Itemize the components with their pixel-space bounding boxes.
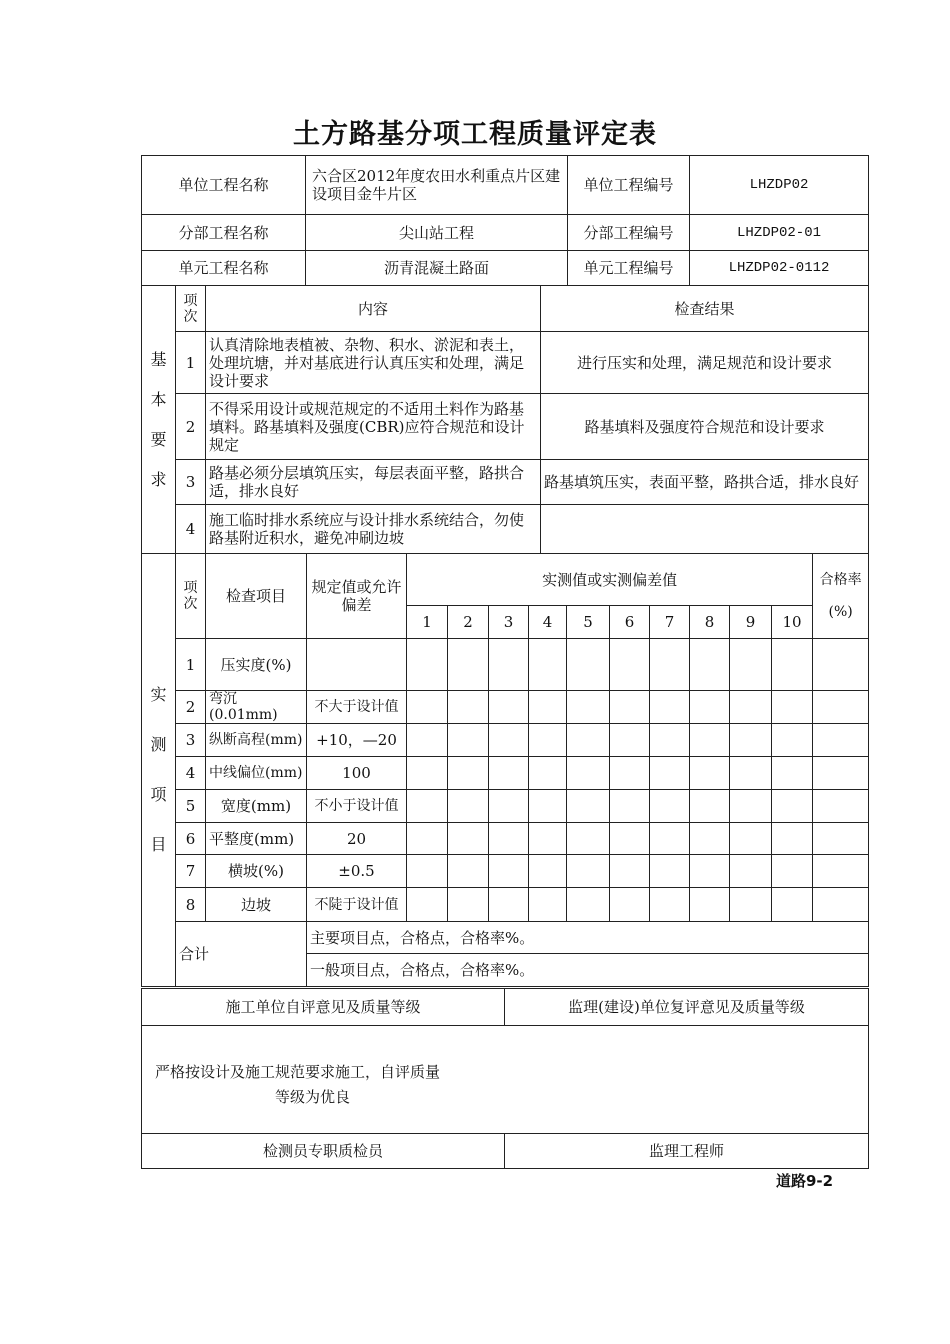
- row-item: 平整度(mm): [206, 823, 307, 855]
- value-col: 10: [772, 606, 813, 639]
- row-spec: 不大于设计值: [307, 691, 407, 724]
- table-row: [142, 757, 869, 790]
- value-col: 9: [730, 606, 772, 639]
- measured-col-item: 检查项目: [206, 554, 307, 639]
- row-result: 进行压实和处理，满足规范和设计要求: [541, 332, 869, 394]
- row-number: 7: [176, 855, 206, 888]
- row-item: 横坡(%): [206, 855, 307, 888]
- measured-col-values: 实测值或实测偏差值: [407, 554, 813, 606]
- contractor-opinion-text: 严格按设计及施工规范要求施工，自评质量 等级为优良: [142, 1026, 869, 1134]
- value-col: 3: [489, 606, 529, 639]
- measured-col-spec: 规定值或允许偏差: [307, 554, 407, 639]
- row-spec: ±0.5: [307, 855, 407, 888]
- opinion-table: [141, 988, 869, 1169]
- table-row: [142, 790, 869, 823]
- table-row: [142, 888, 869, 922]
- row-item: 宽度(mm): [206, 790, 307, 823]
- element-label: 单元工程名称: [142, 251, 306, 286]
- value-col: 8: [690, 606, 730, 639]
- basic-col-result: 检查结果: [541, 286, 869, 332]
- division-label: 分部工程名称: [142, 215, 306, 251]
- unit-code-value: LHZDP02: [690, 156, 869, 215]
- basic-side-label: 基 本 要 求: [142, 286, 176, 554]
- unit-code-label: 单位工程编号: [568, 156, 690, 215]
- row-spec: 100: [307, 757, 407, 790]
- row-number: 8: [176, 888, 206, 922]
- row-number: 3: [176, 460, 206, 505]
- row-number: 6: [176, 823, 206, 855]
- row-content: 施工临时排水系统应与设计排水系统结合，勿使路基附近积水，避免冲刷边坡: [206, 505, 541, 554]
- measured-side-label: 实 测 项 目: [142, 554, 176, 987]
- row-number: 2: [176, 394, 206, 460]
- row-number: 1: [176, 332, 206, 394]
- row-spec: 不陡于设计值: [307, 888, 407, 922]
- table-row: [142, 855, 869, 888]
- value-col: 7: [650, 606, 690, 639]
- row-result: 路基填筑压实，表面平整，路拱合适，排水良好: [541, 460, 869, 505]
- row-number: 3: [176, 724, 206, 757]
- supervisor-signature: 监理工程师: [505, 1134, 869, 1169]
- basic-requirements-table: [141, 285, 869, 554]
- row-number: 4: [176, 757, 206, 790]
- unit-project-label: 单位工程名称: [142, 156, 306, 215]
- total-general: 一般项目点，合格点，合格率%。: [307, 954, 869, 987]
- row-item: 中线偏位(mm): [206, 757, 307, 790]
- table-row: [142, 724, 869, 757]
- row-result: 路基填料及强度符合规范和设计要求: [541, 394, 869, 460]
- table-row: [142, 823, 869, 855]
- row-item: 边坡: [206, 888, 307, 922]
- table-row: [142, 639, 869, 691]
- table-row: [142, 394, 869, 460]
- element-code-label: 单元工程编号: [568, 251, 690, 286]
- contractor-opinion-header: 施工单位自评意见及质量等级: [142, 989, 505, 1026]
- measured-col-rate: 合格率 (%): [813, 554, 869, 639]
- row-spec: +10，—20: [307, 724, 407, 757]
- value-col: 6: [610, 606, 650, 639]
- table-row: [142, 691, 869, 724]
- basic-col-no: 项次: [176, 286, 206, 332]
- table-row: [142, 460, 869, 505]
- row-content: 路基必须分层填筑压实，每层表面平整，路拱合适，排水良好: [206, 460, 541, 505]
- supervisor-opinion-header: 监理(建设)单位复评意见及质量等级: [505, 989, 869, 1026]
- measured-items-table: [141, 553, 869, 987]
- table-row: [142, 332, 869, 394]
- division-value: 尖山站工程: [306, 215, 568, 251]
- element-code-value: LHZDP02-0112: [690, 251, 869, 286]
- table-row: [142, 505, 869, 554]
- total-main: 主要项目点，合格点，合格率%。: [307, 922, 869, 954]
- inspector-signature: 检测员专职质检员: [142, 1134, 505, 1169]
- row-number: 4: [176, 505, 206, 554]
- value-col: 2: [448, 606, 489, 639]
- value-col: 1: [407, 606, 448, 639]
- division-code-value: LHZDP02-01: [690, 215, 869, 251]
- form-code: 道路9-2: [776, 1172, 834, 1190]
- division-code-label: 分部工程编号: [568, 215, 690, 251]
- row-spec: 20: [307, 823, 407, 855]
- row-item: 弯沉(0.01mm): [206, 691, 307, 724]
- row-content: 认真清除地表植被、杂物、积水、淤泥和表土，处理坑塘，并对基底进行认真压实和处理，满足设计要求: [206, 332, 541, 394]
- row-number: 2: [176, 691, 206, 724]
- value-col: 5: [567, 606, 610, 639]
- value-col: 4: [529, 606, 567, 639]
- page-title: 土方路基分项工程质量评定表: [293, 119, 657, 150]
- element-value: 沥青混凝土路面: [306, 251, 568, 286]
- total-label: 合计: [176, 922, 307, 987]
- row-item: 纵断高程(mm): [206, 724, 307, 757]
- row-spec: 不小于设计值: [307, 790, 407, 823]
- basic-col-content: 内容: [206, 286, 541, 332]
- row-item: 压实度(%): [206, 639, 307, 691]
- row-content: 不得采用设计或规范规定的不适用土料作为路基填料。路基填料及强度(CBR)应符合规范和设计规定: [206, 394, 541, 460]
- measured-col-no: 项次: [176, 554, 206, 639]
- unit-project-value: 六合区2012年度农田水利重点片区建设项目金牛片区: [306, 156, 568, 215]
- header-table: [141, 155, 869, 286]
- row-spec: [307, 639, 407, 691]
- row-number: 5: [176, 790, 206, 823]
- row-result: [541, 505, 869, 554]
- row-number: 1: [176, 639, 206, 691]
